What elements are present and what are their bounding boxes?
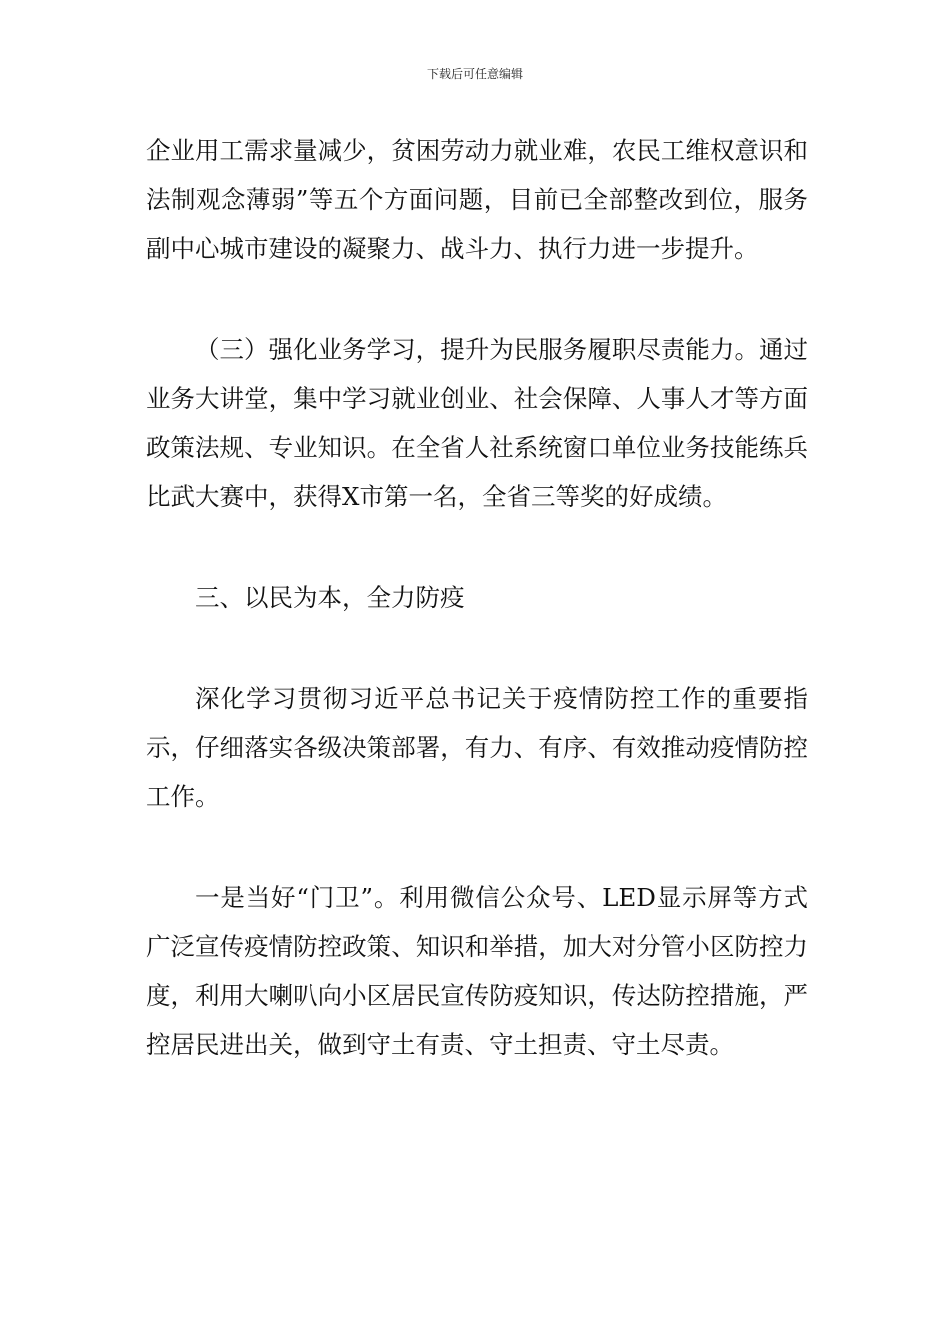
paragraph-gatekeeper: 一是当好“门卫”。利用微信公众号、LED显示屏等方式广泛宣传疫情防控政策、知识和举措，加大对分管小区防控力度，利用大喇叭向小区居民宣传防疫知识，传达防控措施，严控居民进出关，做到守土有责、守土担责、守土尽责。: [146, 883, 808, 1059]
paragraph-gap: [146, 821, 808, 873]
paragraph-gap: [146, 521, 808, 573]
paragraph-gap: [146, 622, 808, 674]
paragraph-continuation: 企业用工需求量减少，贫困劳动力就业难，农民工维权意识和法制观念薄弱”等五个方面问题，目前已全部整改到位，服务副中心城市建设的凝聚力、战斗力、执行力进一步提升。: [146, 136, 808, 263]
page-header-note: 下载后可任意编辑: [426, 67, 523, 81]
paragraph-section-three-sub: （三）强化业务学习，提升为民服务履职尽责能力。通过业务大讲堂，集中学习就业创业、社会保障、人事人才等方面政策法规、专业知识。在全省人社系统窗口单位业务技能练兵比武大赛中，获得X市第一名，全省三等奖的好成绩。: [146, 335, 808, 511]
paragraph-epidemic-intro: 深化学习贯彻习近平总书记关于疫情防控工作的重要指示，仔细落实各级决策部署，有力、有序、有效推动疫情防控工作。: [146, 684, 808, 811]
paragraph-gap: [146, 273, 808, 325]
section-heading: 三、以民为本，全力防疫: [195, 583, 465, 612]
document-body: [146, 126, 808, 1069]
